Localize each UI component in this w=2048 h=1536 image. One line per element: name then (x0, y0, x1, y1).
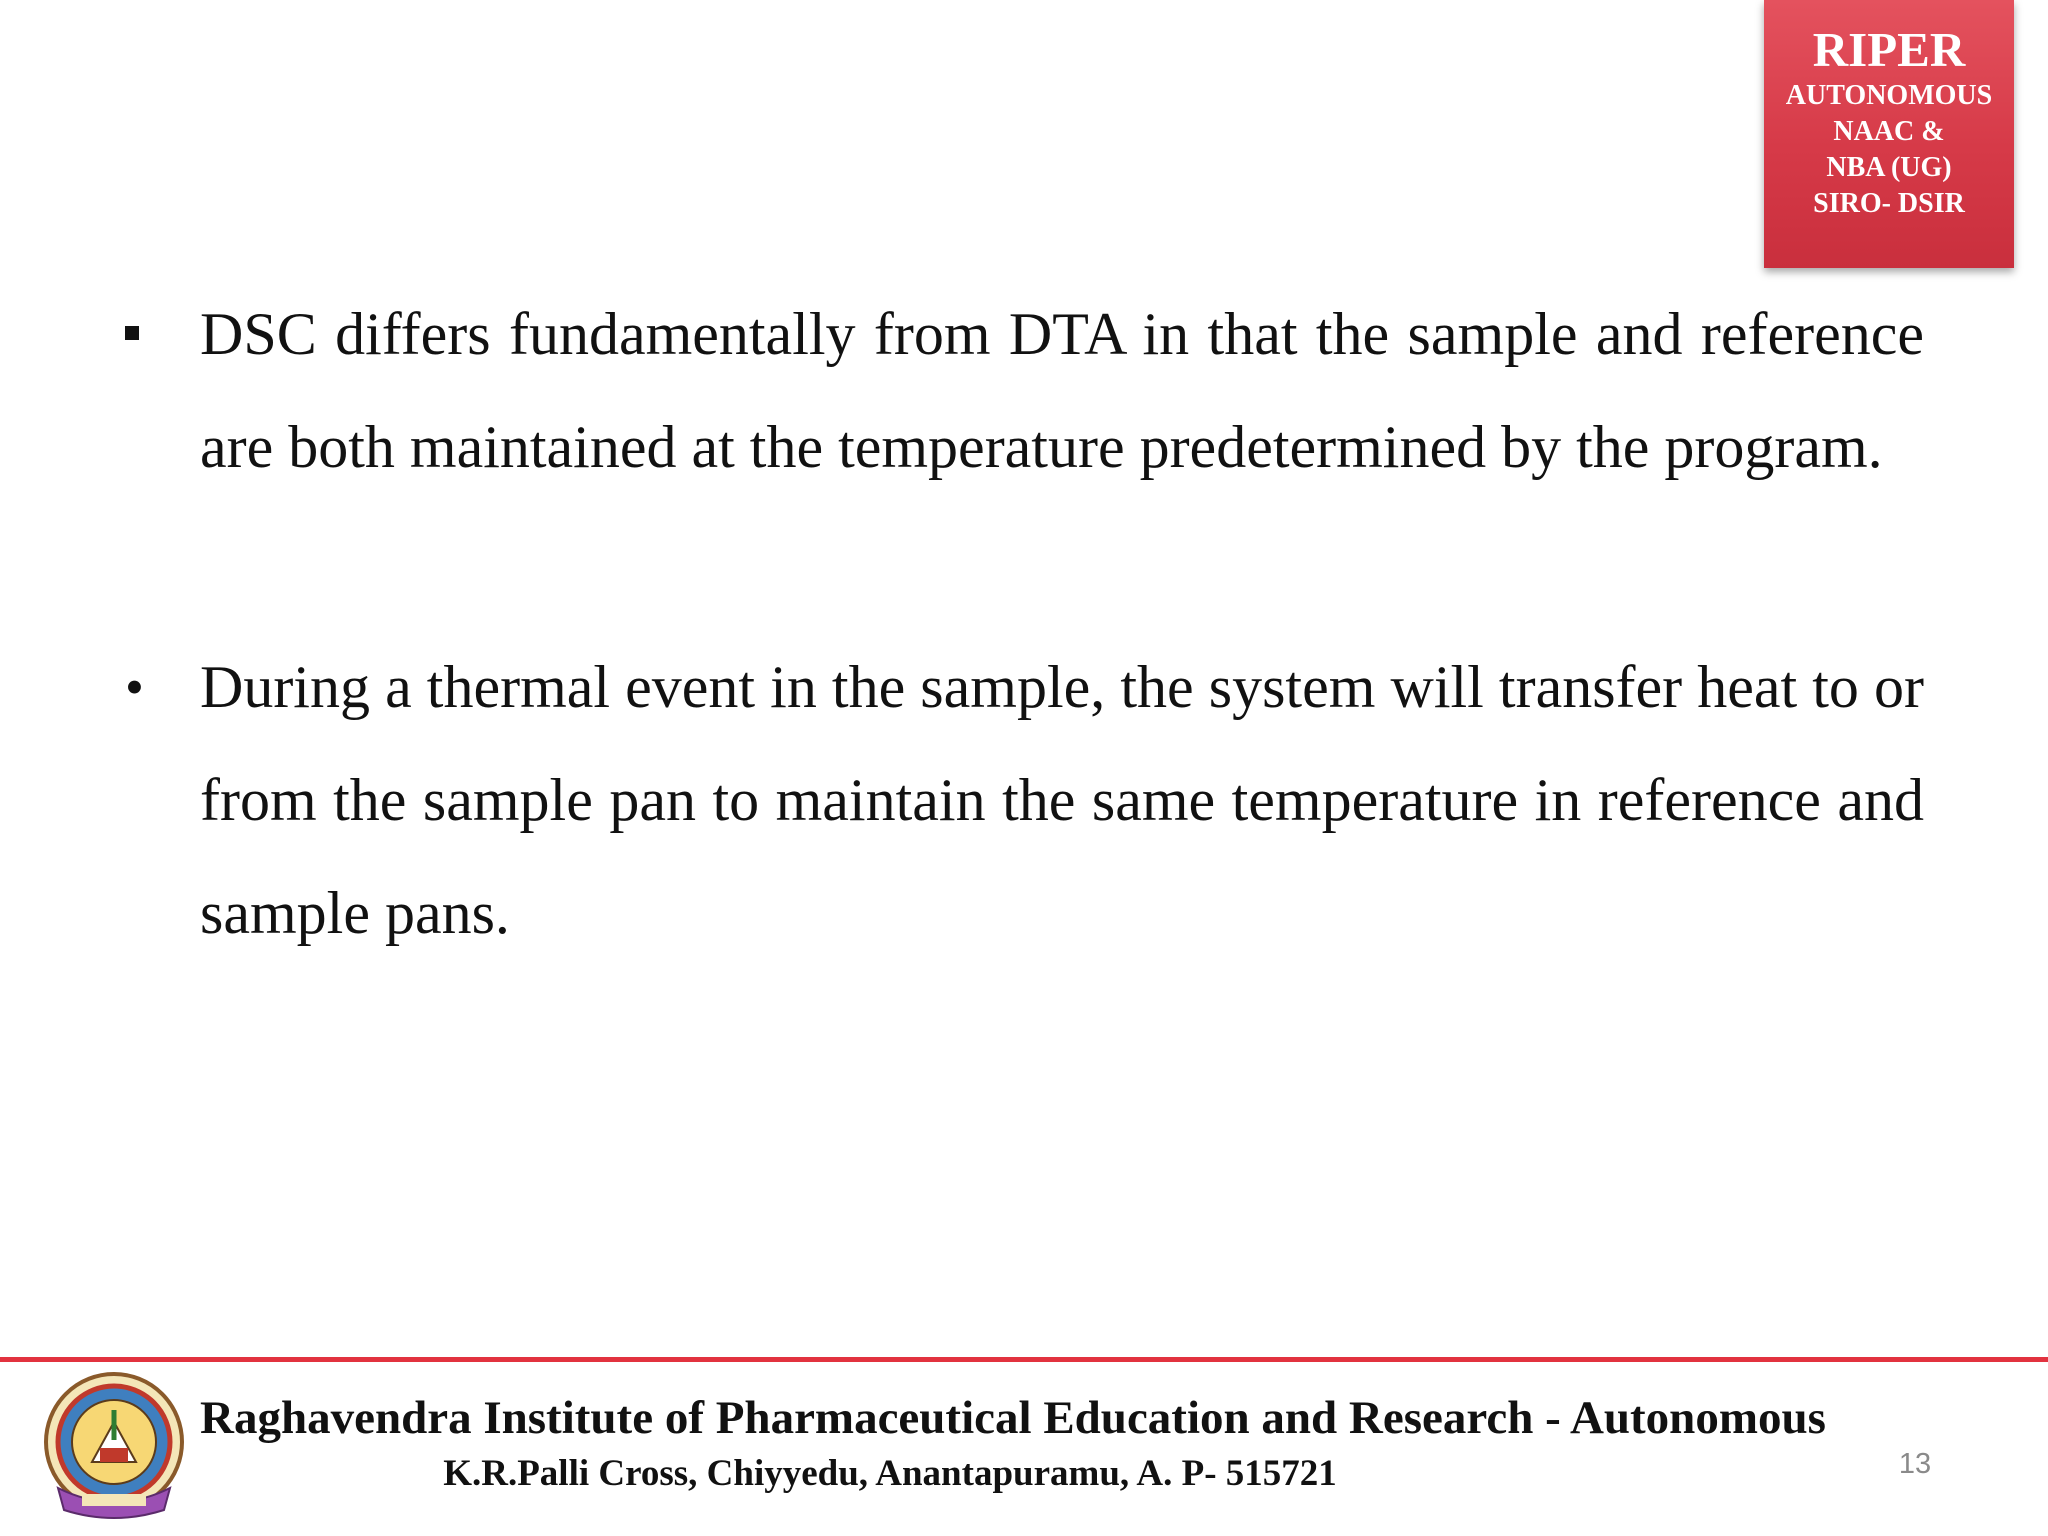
square-bullet-icon (125, 326, 139, 340)
badge-title: RIPER (1812, 22, 1966, 77)
badge-line-naac: NAAC & (1833, 116, 1945, 147)
bullet-item (125, 631, 1924, 970)
institute-seal-icon (38, 1370, 190, 1522)
institute-name: Raghavendra Institute of Pharmaceutical Education and Research - Autonomous (200, 1392, 1826, 1444)
bullet-item (200, 278, 1924, 504)
badge-line-autonomous: AUTONOMOUS (1785, 80, 1993, 111)
institute-address: K.R.Palli Cross, Chiyyedu, Anantapuramu, A. P- 515721 (443, 1453, 1337, 1494)
accreditation-badge (1764, 0, 2014, 268)
badge-line-siro: SIRO- DSIR (1813, 188, 1965, 219)
badge-line-nba: NBA (UG) (1826, 152, 1952, 183)
page-number: 13 (1898, 1448, 1932, 1480)
bullet-text: DSC differs fundamentally from DTA in that the sample and reference are both maintained at the temperature predetermined by the program. (200, 301, 1924, 480)
round-bullet-marker: • (125, 657, 144, 717)
footer-divider (0, 1357, 2048, 1362)
bullet-text: During a thermal event in the sample, the system will transfer heat to or from the sample pan to maintain the same temperature in reference and sample pans. (200, 654, 1924, 946)
